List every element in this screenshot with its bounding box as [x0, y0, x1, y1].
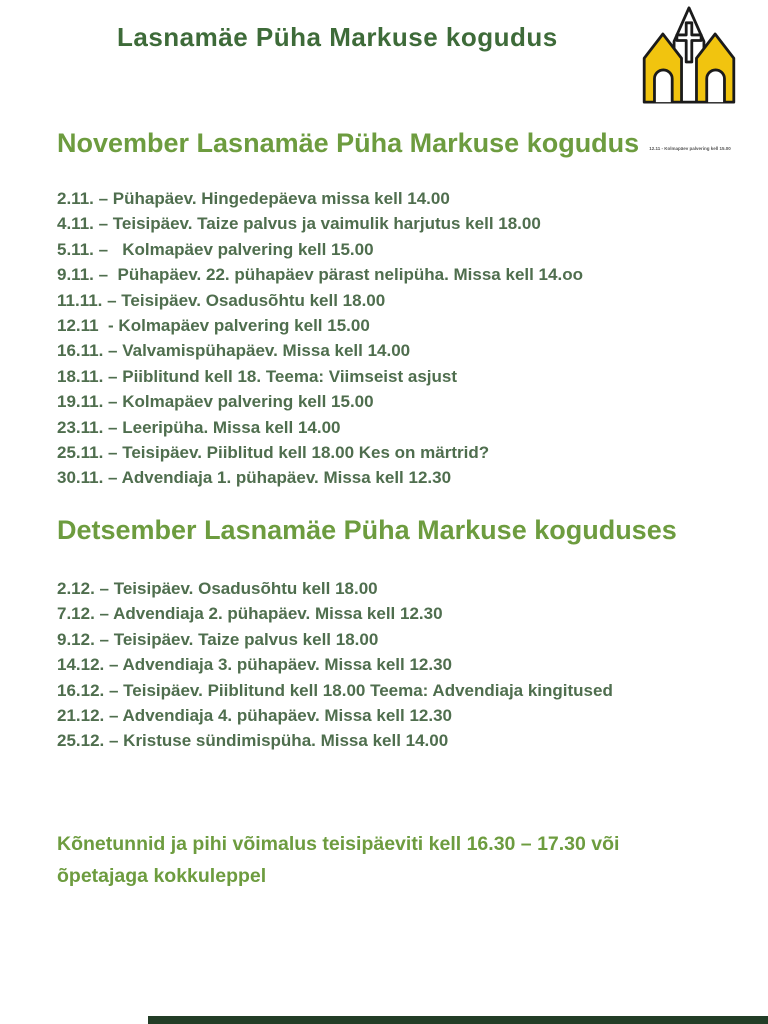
church-logo-icon	[633, 4, 745, 106]
schedule-item: 30.11. – Advendiaja 1. pühapäev. Missa kell 12.30	[57, 468, 452, 488]
footer-note: Kõnetunnid ja pihi võimalus teisipäeviti kell 16.30 – 17.30 või õpetajaga kokkuleppel	[57, 833, 620, 887]
schedule-item: 2.11. – Pühapäev. Hingedepäeva missa kell 14.00	[57, 189, 450, 208]
schedule-item: 9.12. – Teisipäev. Taize palvus kell 18.00	[57, 629, 379, 649]
detsember-schedule-list	[57, 576, 717, 754]
right-door-arch	[707, 70, 725, 102]
left-door-arch	[654, 70, 672, 102]
schedule-item: 21.12. – Advendiaja 4. pühapäev. Missa kell 12.30	[57, 706, 452, 726]
schedule-item: 16.11. – Valvamispühapäev. Missa kell 14.00	[57, 341, 411, 361]
schedule-item: 11.11. – Teisipäev. Osadusõhtu kell 18.00	[57, 290, 386, 310]
schedule-item: 2.12. – Teisipäev. Osadusõhtu kell 18.00	[57, 579, 378, 598]
november-heading-text: November Lasnamäe Püha Markuse kogudus	[57, 128, 640, 158]
detsember-heading-text: Detsember Lasnamäe Püha Markuse koguduses	[57, 515, 677, 545]
bottom-decorative-bar	[148, 1016, 768, 1024]
detsember-section-heading	[57, 515, 677, 546]
schedule-item: 23.11. – Leeripüha. Missa kell 14.00	[57, 417, 341, 437]
schedule-item: 7.12. – Advendiaja 2. pühapäev. Missa kell 12.30	[57, 604, 443, 624]
page-title: Lasnamäe Püha Markuse kogudus	[117, 22, 558, 52]
schedule-item: 19.11. – Kolmapäev palvering kell 15.00	[57, 392, 374, 412]
schedule-item: 25.12. – Kristuse sündimispüha. Missa kell 14.00	[57, 731, 449, 751]
schedule-item: 25.11. – Teisipäev. Piiblitud kell 18.00 Kes on märtrid?	[57, 443, 490, 463]
november-section-heading	[57, 128, 731, 159]
schedule-item: 5.11. – Kolmapäev palvering kell 15.00	[57, 239, 374, 259]
schedule-item: 14.12. – Advendiaja 3. pühapäev. Missa kell 12.30	[57, 655, 452, 675]
november-schedule-list	[57, 186, 717, 491]
schedule-item: 4.11. – Teisipäev. Taize palvus ja vaimulik harjutus kell 18.00	[57, 214, 541, 234]
schedule-item: 16.12. – Teisipäev. Piiblitund kell 18.00 Teema: Advendiaja kingitused	[57, 680, 613, 700]
schedule-item: 18.11. – Piiblitund kell 18. Teema: Viimseist asjust	[57, 366, 457, 386]
schedule-item: 9.11. – Pühapäev. 22. pühapäev pärast nelipüha. Missa kell 14.oo	[57, 265, 583, 285]
november-heading-tiny-note: 12.11 - Kolmapäev palvering kell 15.00	[649, 146, 731, 151]
schedule-item: 12.11 - Kolmapäev palvering kell 15.00	[57, 316, 370, 336]
